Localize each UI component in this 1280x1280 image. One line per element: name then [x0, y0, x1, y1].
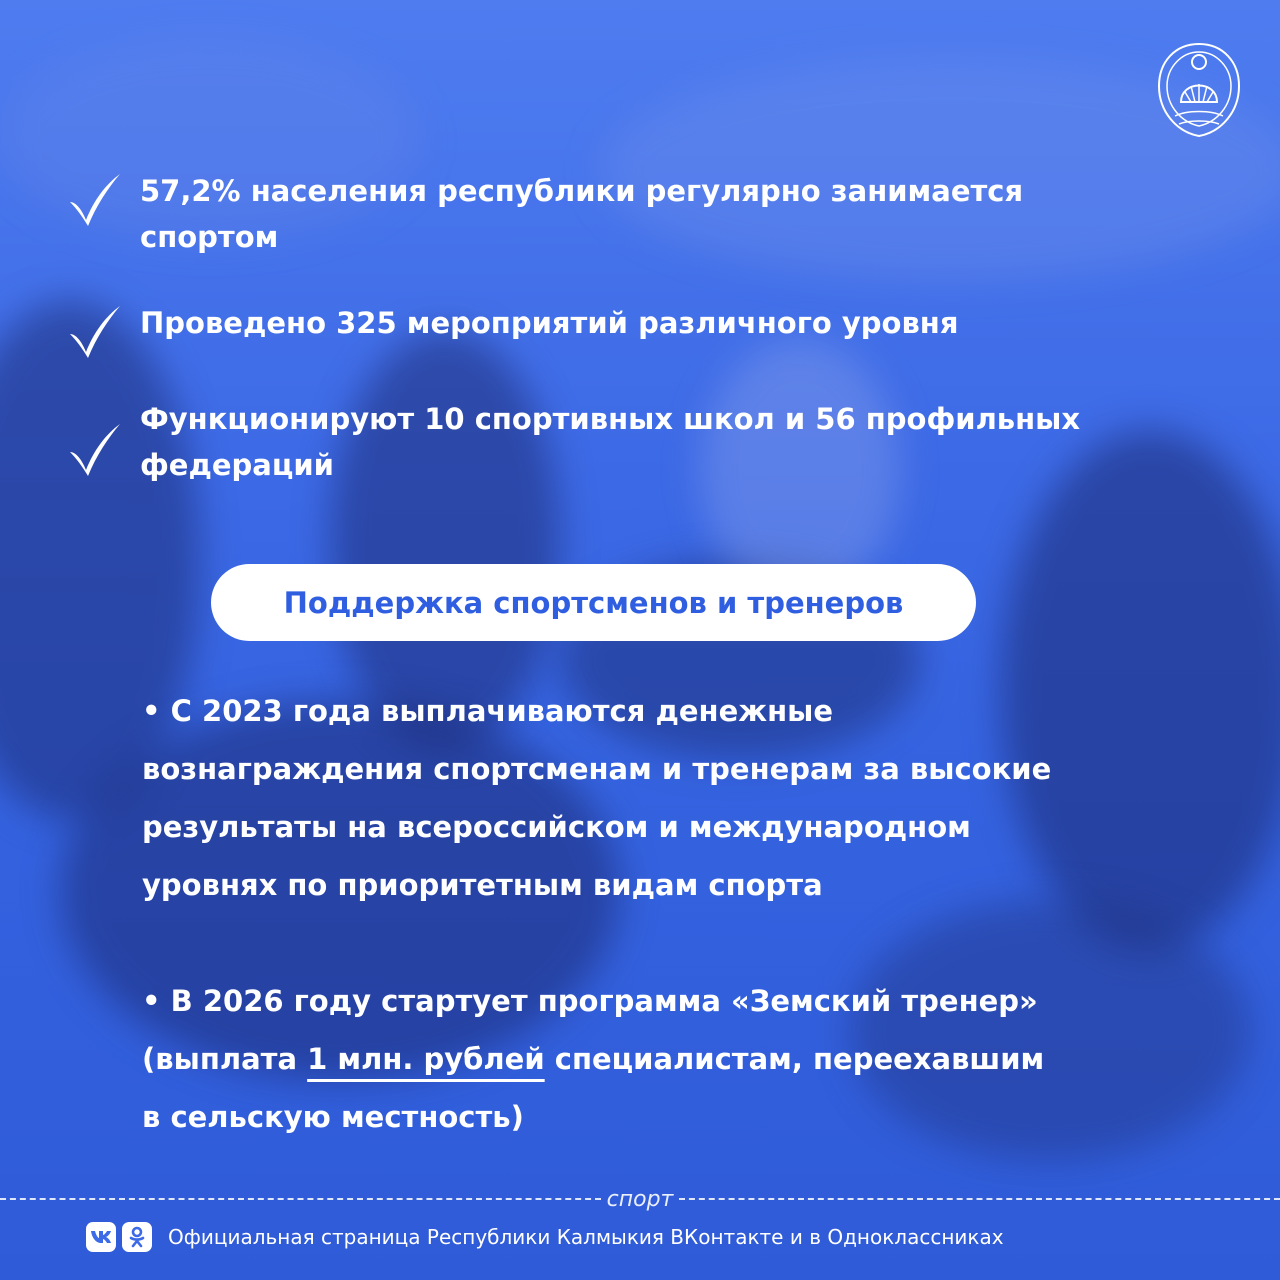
paragraph-line: уровнях по приоритетным видам спорта [142, 868, 823, 902]
checkmark-icon [64, 300, 124, 360]
paragraph-line: вознаграждения спортсменам и тренерам за высокие [142, 752, 1052, 786]
paragraph-rewards [142, 682, 1202, 914]
checkmark-icon [64, 418, 124, 478]
section-divider [0, 1184, 1280, 1214]
paragraph-text: специалистам, переехавшим [544, 1042, 1045, 1076]
divider-label: спорт [606, 1186, 674, 1212]
odnoklassniki-icon[interactable] [122, 1222, 152, 1252]
checklist-item-population [64, 168, 1200, 260]
vk-icon[interactable] [86, 1222, 116, 1252]
footer [86, 1222, 1004, 1252]
checklist-line: федераций [140, 448, 334, 482]
paragraph-line: • В 2026 году стартует программа «Земский тренер» [142, 984, 1038, 1018]
checklist-item-schools [64, 396, 1200, 488]
checklist-item-events [64, 300, 1200, 360]
paragraph-line [142, 1030, 1202, 1088]
checklist-line: Функционируют 10 спортивных школ и 56 профильных [140, 402, 1081, 436]
paragraph-line: в сельскую местность) [142, 1100, 524, 1134]
paragraph-text: (выплата [142, 1042, 308, 1076]
highlighted-amount: 1 млн. рублей [307, 1042, 545, 1076]
coat-of-arms-icon [1153, 40, 1245, 140]
footer-text: Официальная страница Республики Калмыкия ВКонтакте и в Одноклассниках [168, 1225, 1004, 1249]
section-title: Поддержка спортсменов и тренеров [283, 585, 904, 620]
section-title-pill [211, 564, 976, 641]
checklist-line: 57,2% населения республики регулярно занимается [140, 174, 1024, 208]
checklist-line: Проведено 325 мероприятий различного уровня [140, 306, 959, 340]
checklist-line: спортом [140, 220, 279, 254]
checkmark-icon [64, 168, 124, 228]
paragraph-zemsky-trainer [142, 972, 1202, 1146]
paragraph-line: результаты на всероссийском и международном [142, 810, 971, 844]
paragraph-line: • С 2023 года выплачиваются денежные [142, 694, 834, 728]
